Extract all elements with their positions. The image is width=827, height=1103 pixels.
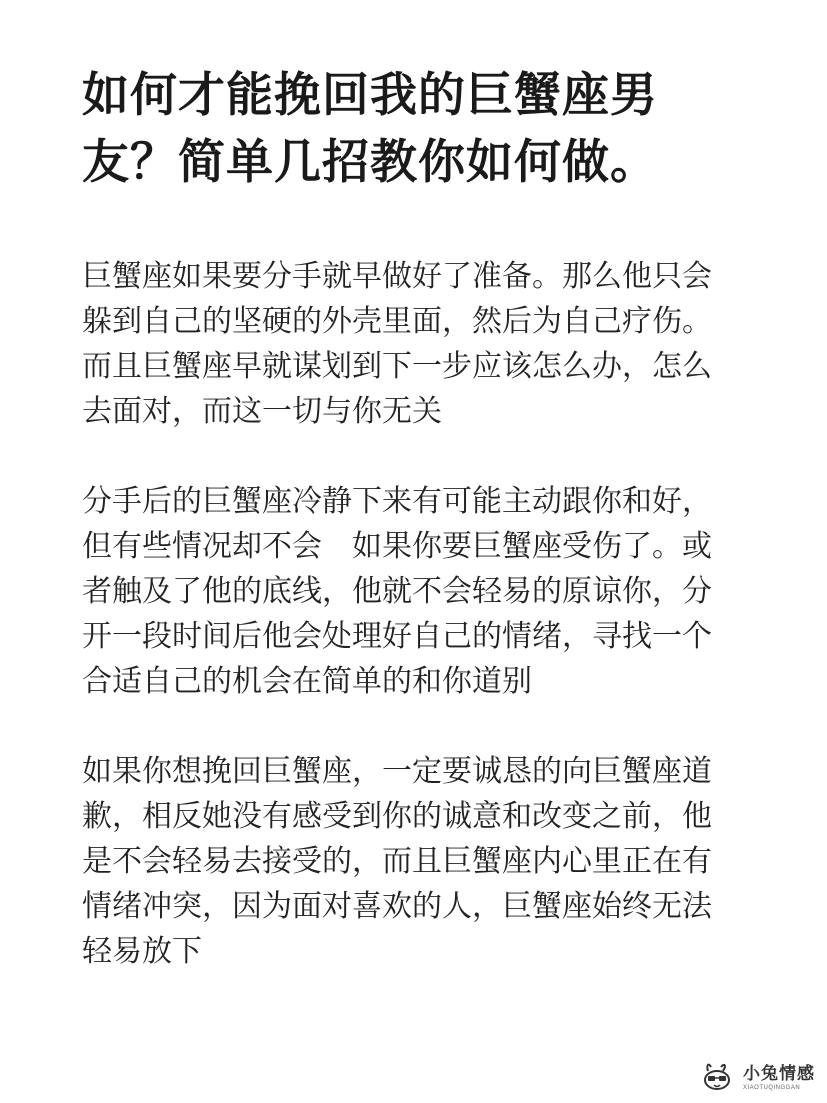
- watermark-text: [743, 1064, 815, 1092]
- rabbit-logo-icon: [697, 1063, 737, 1093]
- article-paragraph-2: 分手后的巨蟹座冷静下来有可能主动跟你和好，但有些情况却不会 如果你要巨蟹座受伤了。或者触及了他的底线，他就不会轻易的原谅你，分开一段时间后他会处理好自己的情绪，寻找一个合适自己的机会在简单的和你道别: [82, 484, 712, 699]
- watermark: [697, 1063, 815, 1093]
- article-paragraph-1: 巨蟹座如果要分手就早做好了准备。那么他只会躲到自己的坚硬的外壳里面，然后为自己疗伤。而且巨蟹座早就谋划到下一步应该怎么办，怎么去面对，而这一切与你无关: [82, 259, 712, 429]
- article-title: 如何才能挽回我的巨蟹座男友？简单几招教你如何做。: [82, 68, 658, 190]
- watermark-name: 小兔情感: [743, 1064, 815, 1084]
- article-paragraph-3: 如果你想挽回巨蟹座，一定要诚恳的向巨蟹座道歉，相反她没有感受到你的诚意和改变之前，他是不会轻易去接受的，而且巨蟹座内心里正在有情绪冲突，因为面对喜欢的人，巨蟹座始终无法轻易放下: [82, 754, 712, 969]
- watermark-subtitle: XIAOTUQINGGAN: [743, 1085, 801, 1091]
